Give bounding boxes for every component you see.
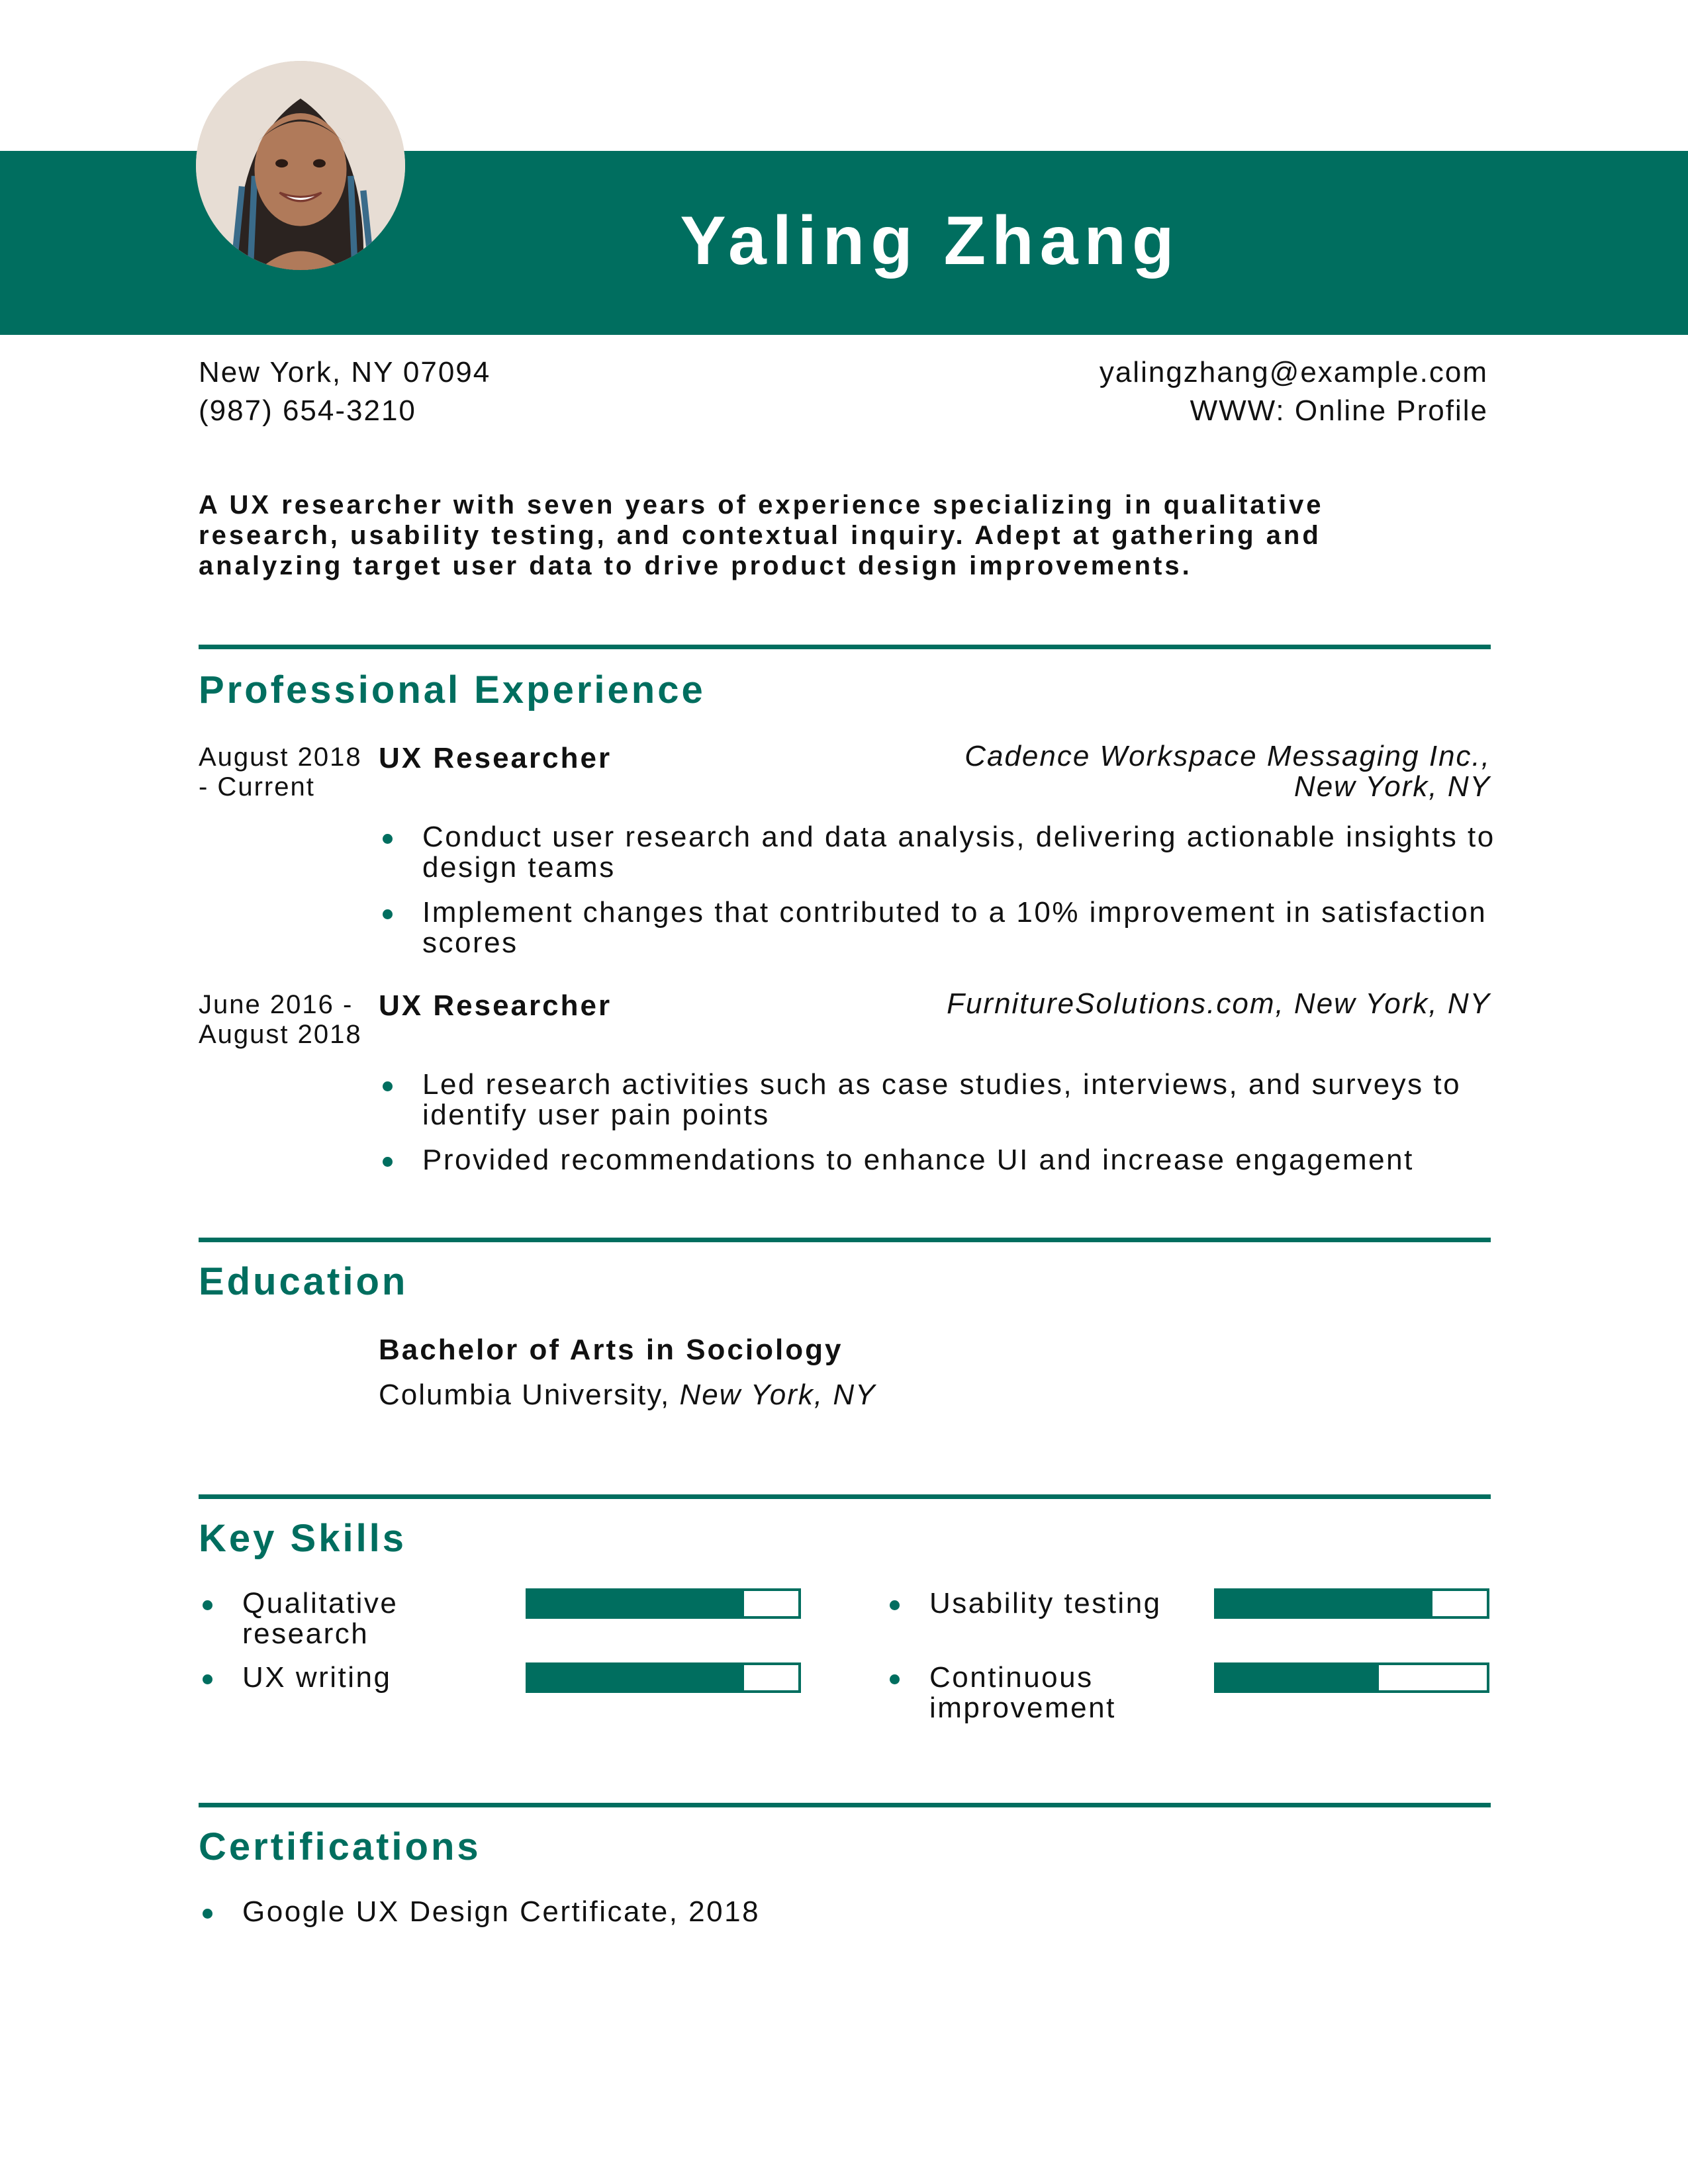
list-item: Provided recommendations to enhance UI and increase engagement <box>379 1145 1504 1175</box>
skill-level-fill <box>528 1665 744 1690</box>
education-heading: Education <box>199 1260 408 1303</box>
skills-heading: Key Skills <box>199 1517 407 1560</box>
section-divider <box>199 645 1491 649</box>
certifications-heading: Certifications <box>199 1825 481 1868</box>
certifications-list <box>199 1897 760 1927</box>
skill-level-bar <box>526 1662 801 1693</box>
email[interactable]: yalingzhang@example.com <box>1099 356 1488 388</box>
skill-level-fill <box>1217 1665 1379 1690</box>
job-bullets <box>379 1069 1504 1190</box>
job-date: August 2018 - Current <box>199 743 362 801</box>
experience-heading: Professional Experience <box>199 668 706 711</box>
list-item: Google UX Design Certificate, 2018 <box>199 1897 760 1927</box>
list-item: Led research activities such as case studies, interviews, and surveys to identify user pain points <box>379 1069 1504 1130</box>
school-location: New York, NY <box>679 1379 876 1411</box>
job-date: June 2016 - August 2018 <box>199 990 362 1049</box>
contact-left <box>199 353 491 430</box>
phone: (987) 654-3210 <box>199 394 416 427</box>
school <box>379 1381 876 1410</box>
skill-label: UX writing <box>199 1662 534 1693</box>
skill-level-bar <box>526 1588 801 1619</box>
summary: A UX researcher with seven years of experience specializing in qualitative research, usability testing, and contextual inquiry. Adept at gathering and analyzing target user data to drive product design improvements. <box>199 490 1324 580</box>
skill-level-bar <box>1214 1588 1489 1619</box>
list-item: Conduct user research and data analysis, delivering actionable insights to design teams <box>379 822 1504 883</box>
school-name: Columbia University, <box>379 1379 671 1411</box>
skill-level-fill <box>1217 1591 1432 1616</box>
section-divider <box>199 1803 1491 1807</box>
list-item: Implement changes that contributed to a 10% improvement in satisfaction scores <box>379 897 1504 958</box>
degree: Bachelor of Arts in Sociology <box>379 1334 843 1366</box>
skill-label: Usability testing <box>886 1588 1221 1619</box>
contact-right <box>1100 353 1488 430</box>
job-company: FurnitureSolutions.com, New York, NY <box>947 987 1491 1020</box>
address: New York, NY 07094 <box>199 356 491 388</box>
candidate-name: Yaling Zhang <box>680 203 1180 279</box>
website-link[interactable]: WWW: Online Profile <box>1190 394 1488 427</box>
job-title: UX Researcher <box>379 989 612 1022</box>
job-company: Cadence Workspace Messaging Inc., New York, NY <box>964 740 1491 803</box>
section-divider <box>199 1494 1491 1499</box>
skill-level-fill <box>528 1591 744 1616</box>
skill-label: Qualitative research <box>199 1588 534 1649</box>
skill-level-bar <box>1214 1662 1489 1693</box>
skill-label: Continuous improvement <box>886 1662 1221 1723</box>
job-bullets <box>379 822 1504 973</box>
job-title: UX Researcher <box>379 742 612 774</box>
section-divider <box>199 1238 1491 1242</box>
